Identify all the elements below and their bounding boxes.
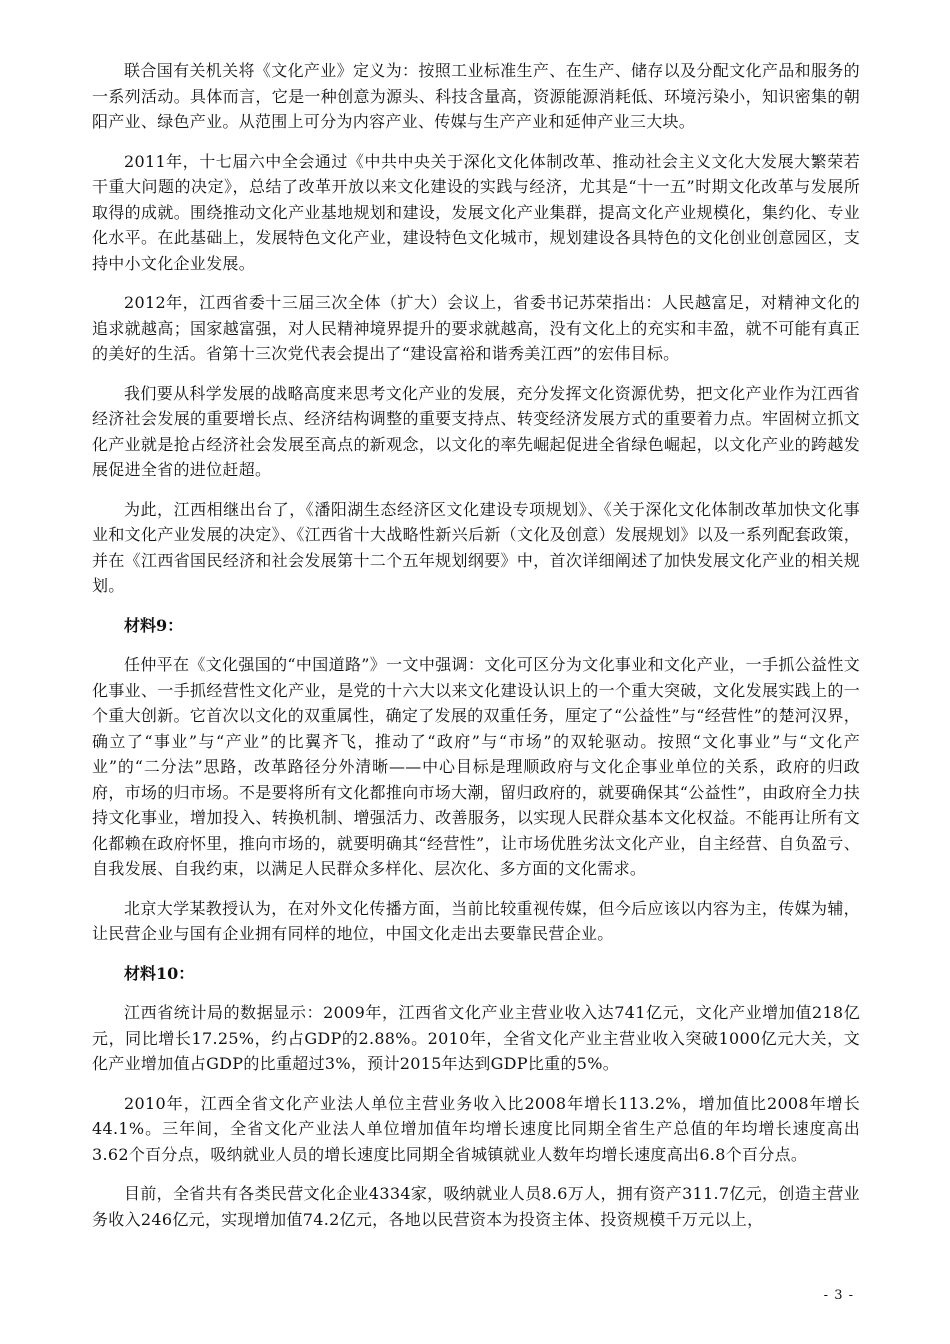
paragraph-statistics-2009: 江西省统计局的数据显示：2009年，江西省文化产业主营业收入达741亿元，文化产业增加值218亿元，同比增长17.25%，约占GDP的2.88%。2010年，全省文化产业主营业收入突破1000亿元大关，文化产业增加值占GDP的比重超过3%，预计2015年达到GDP比重的5%。 <box>92 1003 860 1073</box>
paragraph-strategy: 我们要从科学发展的战略高度来思考文化产业的发展，充分发挥文化资源优势，把文化产业作为江西省经济社会发展的重要增长点、经济结构调整的重要支持点、转变经济发展方式的重要着力点。牢固树立抓文化产业就是抢占经济社会发展至高点的新观念，以文化的率先崛起促进全省绿色崛起，以文化产业的跨越发展促进全省的进位赶超。 <box>92 383 860 479</box>
paragraph-2011: 2011年，十七届六中全会通过《中共中央关于深化文化体制改革、推动社会主义文化大发展大繁荣若干重大问题的决定》，总结了改革开放以来文化建设的实践与经济，尤其是“十一五”时期文化改革与发展所取得的成就。围绕推动文化产业基地规划和建设，发展文化产业集群，提高文化产业规模化，集约化、专业化水平。在此基础上，发展特色文化产业，建设特色文化城市，规划建设各具特色的文化创业创意园区，支持中小文化企业发展。 <box>92 151 860 273</box>
paragraph-private-enterprises: 目前，全省共有各类民营文化企业4334家，吸纳就业人员8.6万人，拥有资产311.7亿元，创造主营业务收入246亿元，实现增加值74.2亿元，各地以民营资本为投资主体、投资规模千万元以上， <box>92 1184 860 1229</box>
paragraph-2012: 2012年，江西省委十三届三次全体（扩大）会议上，省委书记苏荣指出：人民越富足，对精神文化的追求就越高；国家越富强，对人民精神境界提升的要求就越高，没有文化上的充实和丰盈，就不可能有真正的美好的生活。省第十三次党代表会提出了“建设富裕和谐秀美江西”的宏伟目标。 <box>92 293 860 363</box>
material-9-heading: 材料9： <box>124 615 184 635</box>
paragraph-peking-professor: 北京大学某教授认为，在对外文化传播方面，当前比较重视传媒，但今后应该以内容为主，传媒为辅，让民营企业与国有企业拥有同样的地位，中国文化走出去要靠民营企业。 <box>92 898 860 943</box>
document-body <box>92 58 860 1246</box>
page-number: - 3 - <box>823 1288 854 1303</box>
paragraph-definition: 联合国有关机关将《文化产业》定义为：按照工业标准生产、在生产、储存以及分配文化产品和服务的一系列活动。具体而言，它是一种创意为源头、科技含量高，资源能源消耗低、环境污染小，知识密集的朝阳产业、绿色产业。从范围上可分为内容产业、传媒与生产产业和延伸产业三大块。 <box>92 61 860 131</box>
material-10-heading: 材料10： <box>124 963 195 983</box>
paragraph-statistics-2010: 2010年，江西全省文化产业法人单位主营业务收入比2008年增长113.2%，增加值比2008年增长44.1%。三年间，全省文化产业法人单位增加值年均增长速度比同期全省生产总值的年均增长速度高出3.62个百分点，吸纳就业人员的增长速度比同期全省城镇就业人数年均增长速度高出6.8个百分点。 <box>92 1093 860 1164</box>
paragraph-ren-zhongping: 任仲平在《文化强国的“中国道路”》一文中强调：文化可区分为文化事业和文化产业，一手抓公益性文化事业、一手抓经营性文化产业，是党的十六大以来文化建设认识上的一个重大突破，文化发展实践上的一个重大创新。它首次以文化的双重属性，确定了发展的双重任务，厘定了“公益性”与“经营性”的楚河汉界，确立了“事业”与“产业”的比翼齐飞，推动了“政府”与“市场”的双轮驱动。按照“文化事业”与“文化产业”的“二分法”思路，改革路径分外清晰——中心目标是理顺政府与文化企事业单位的关系，政府的归政府，市场的归市场。不是要将所有文化都推向市场大潮，留归政府的，就要确保其“公益性”，由政府全力扶持文化事业，增加投入、转换机制、增强活力、改善服务，以实现人民群众基本文化权益。不能再让所有文化都赖在政府怀里，推向市场的，就要明确其“经营性”，让市场优胜劣汰文化产业，自主经营、自负盈亏、自我发展、自我约束，以满足人民群众多样化、层次化、多方面的文化需求。 <box>92 655 860 878</box>
paragraph-policies: 为此，江西相继出台了，《潘阳湖生态经济区文化建设专项规划》、《关于深化文化体制改革加快文化事业和文化产业发展的决定》、《江西省十大战略性新兴后新（文化及创意）发展规划》以及一系列配套政策，并在《江西省国民经济和社会发展第十二个五年规划纲要》中，首次详细阐述了加快发展文化产业的相关规划。 <box>92 499 860 595</box>
